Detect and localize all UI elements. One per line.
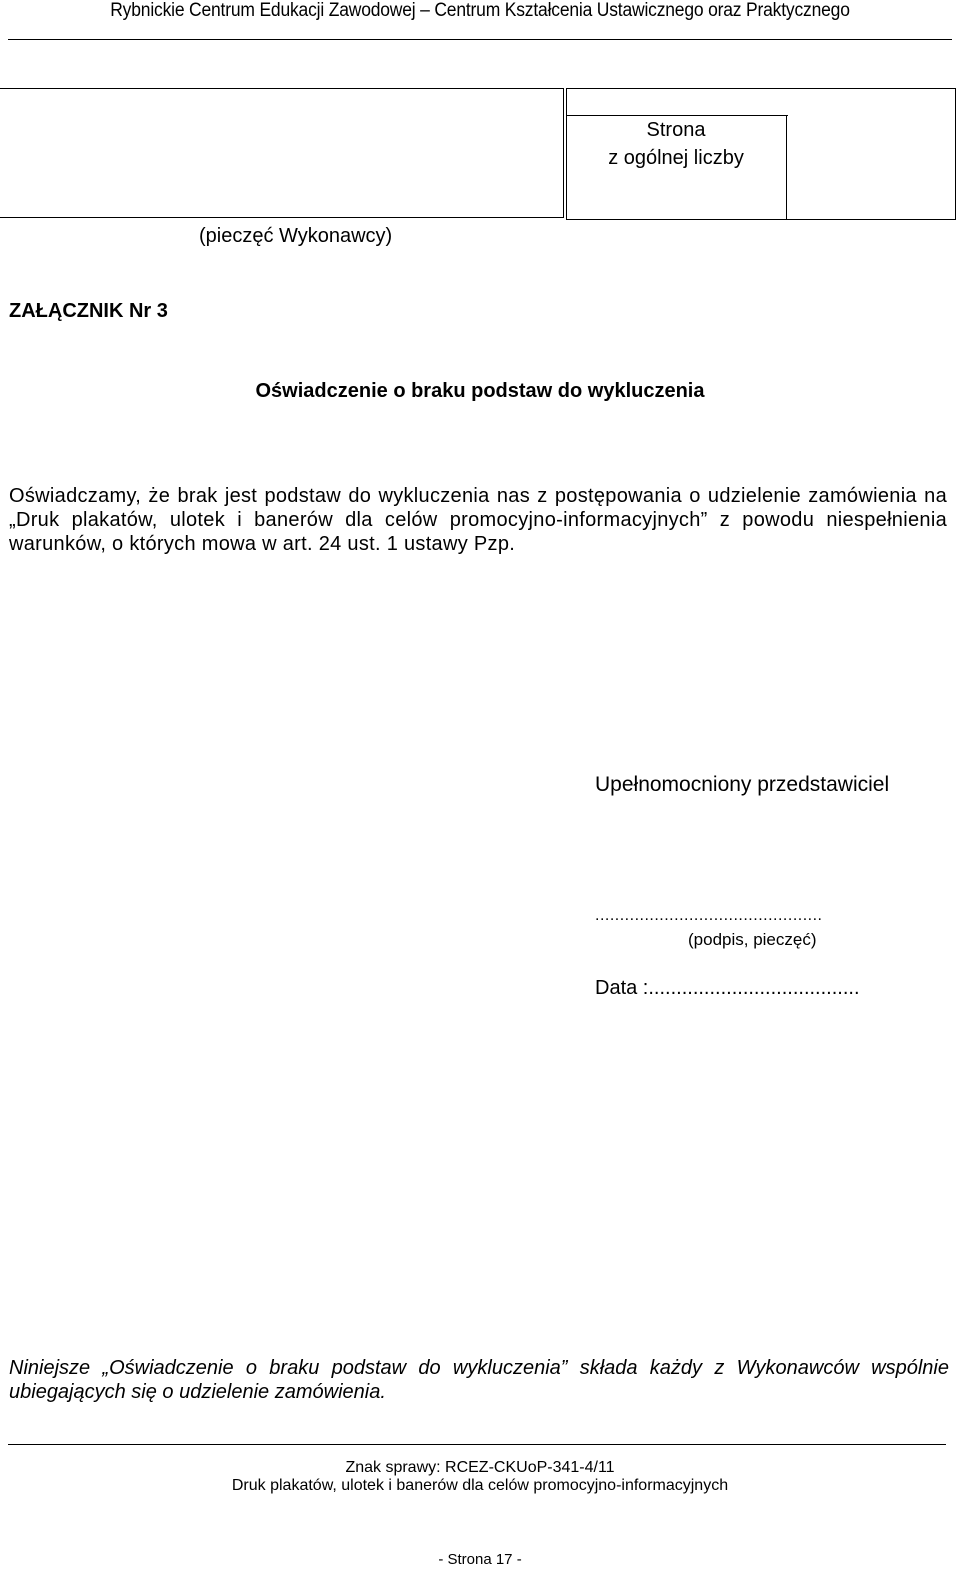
- page-label: Strona: [646, 119, 706, 141]
- joint-bidders-note: Niniejsze „Oświadczenie o braku podstaw do wykluczenia” składa każdy z Wykonawców wspólnie ubiegających się o udzielenie zamówienia.: [9, 1357, 949, 1403]
- tender-subject: Druk plakatów, ulotek i banerów dla celów promocyjno-informacyjnych: [231, 1477, 729, 1494]
- page-count-divider-horizontal: [566, 115, 788, 116]
- statement-paragraph: Oświadczamy, że brak jest podstaw do wykluczenia nas z postępowania o udzielenie zamówienia na „Druk plakatów, ulotek i banerów dla celów promocyjno-informacyjnych” z powodu niespełnienia warunków, o których mowa w art. 24 ust. 1 ustawy Pzp.: [9, 485, 947, 555]
- annex-heading: ZAŁĄCZNIK Nr 3: [9, 300, 168, 322]
- total-pages-label: z ogólnej liczby: [608, 147, 744, 169]
- header-divider: [8, 39, 952, 40]
- header-institution: Rybnickie Centrum Edukacji Zawodowej – Centrum Kształcenia Ustawicznego oraz Praktycznego: [110, 0, 850, 21]
- document-title: Oświadczenie o braku podstaw do wykluczenia: [255, 380, 705, 402]
- date-line: Data :......................................: [595, 977, 860, 999]
- page-number: - Strona 17 -: [438, 1551, 522, 1568]
- stamp-caption: (pieczęć Wykonawcy): [199, 225, 393, 247]
- signature-caption: (podpis, pieczęć): [688, 930, 817, 949]
- signature-line: ..............................................: [595, 907, 823, 924]
- representative-label: Upełnomocniony przedstawiciel: [595, 773, 890, 796]
- case-number: Znak sprawy: RCEZ-CKUoP-341-4/11: [345, 1459, 615, 1476]
- footer-divider: [8, 1444, 946, 1445]
- page-count-divider-vertical: [786, 115, 787, 220]
- contractor-stamp-box: [0, 88, 564, 218]
